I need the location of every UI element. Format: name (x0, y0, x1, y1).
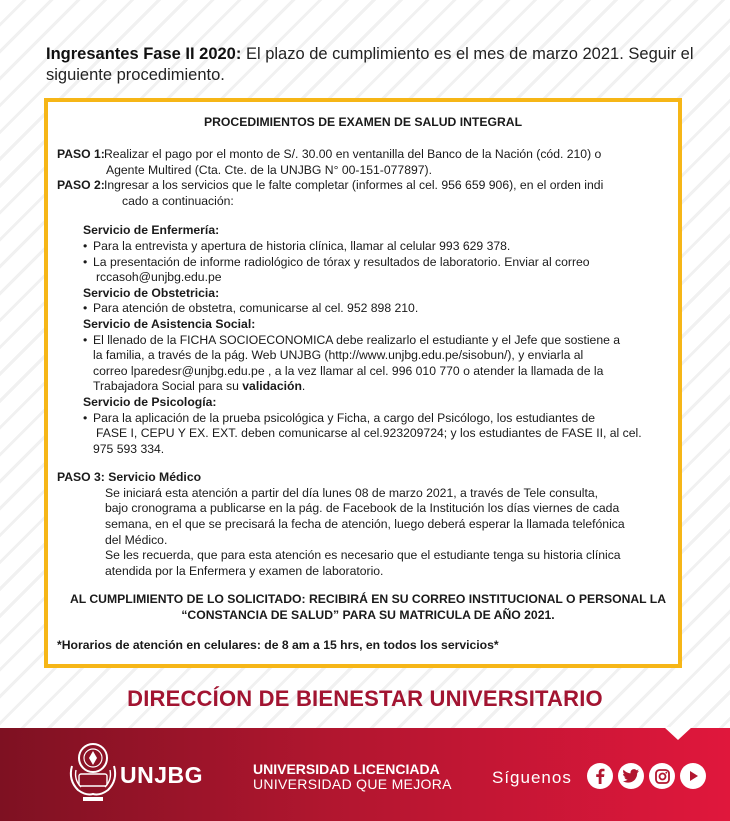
slogan-line-2: UNIVERSIDAD QUE MEJORA (253, 776, 452, 792)
bullet-line: • Para atención de obstetra, comunicarse al cel. 952 898 210. (93, 301, 419, 316)
intro-text: El plazo de cumplimiento es el mes de marzo 2021. Seguir el siguiente procedimiento. (46, 45, 694, 84)
services-list (57, 223, 679, 457)
footer-notch (664, 727, 692, 740)
step-2-label: PASO 2: (57, 178, 105, 193)
paragraph-line: del Médico. (105, 532, 168, 547)
list-item (83, 301, 679, 317)
emphasis-text: validación (242, 379, 302, 394)
hours-note: *Horarios de atención en celulares: de 8 am a 15 hrs, en todos los servicios* (57, 637, 499, 652)
closing-notice (57, 592, 679, 623)
emphasis-tail: . (301, 379, 306, 394)
step-1-line-1: Realizar el pago por el monto de S/. 30.00 en ventanilla del Banco de la Nación (cód. 210) o (104, 147, 602, 161)
paragraph-line: Se iniciará esta atención a partir del día lunes 08 de marzo 2021, a través de Tele consulta, (105, 485, 598, 500)
intro-paragraph (46, 44, 696, 86)
twitter-icon[interactable] (618, 763, 644, 789)
steps-list (57, 147, 679, 653)
list-item (83, 333, 679, 395)
step-1-line-2: Agente Multired (Cta. Cte. de la UNJBG N° 00-151-077897). (106, 162, 432, 177)
bullet-line: • Para la entrevista y apertura de historia clínica, llamar al celular 993 629 378. (93, 238, 511, 253)
youtube-icon[interactable] (680, 763, 706, 789)
closing-line: AL CUMPLIMIENTO DE LO SOLICITADO: RECIBIRÁ EN SU CORREO INSTITUCIONAL O PERSONAL LA (69, 592, 667, 607)
slogan (253, 762, 452, 792)
bullet-line: • La presentación de informe radiológico de tórax y resultados de laboratorio. Enviar al correo (93, 254, 590, 269)
procedures-box (44, 98, 682, 668)
bullet-line: correo lparedesr@unjbg.edu.pe , a la vez llamar al cel. 996 010 770 o atender la llamada de la (93, 363, 604, 378)
step-2-line-2: cado a continuación: (122, 193, 234, 208)
footer-bar (0, 728, 730, 821)
facebook-icon[interactable] (587, 763, 613, 789)
service-title-obstetricia: Servicio de Obstetricia: (83, 285, 220, 300)
paragraph-line: semana, en el que se precisará la fecha de atención, luego deberá esperar la llamada telefónica (105, 517, 625, 532)
service-title-psicologia: Servicio de Psicología: (83, 394, 217, 409)
step-3-paragraph-1 (57, 486, 679, 548)
box-title: PROCEDIMIENTOS DE EXAMEN DE SALUD INTEGRAL (203, 115, 523, 129)
bullet-line: la familia, a través de la pág. Web UNJBG (http://www.unjbg.edu.pe/sisobun/), y enviarla al (93, 348, 584, 363)
list-item (83, 239, 679, 255)
list-item (83, 255, 679, 286)
social-links (587, 763, 706, 789)
intro-lead: Ingresantes Fase II 2020: (46, 45, 242, 63)
bullet-line: FASE I, CEPU Y EX. EXT. deben comunicarse al cel.923209724; y los estudiantes de FASE II, al cel. (96, 426, 642, 441)
step-3-title: PASO 3: Servicio Médico (57, 470, 202, 485)
step-2 (57, 178, 679, 209)
email-text: rccasoh@unjbg.edu.pe (96, 270, 222, 285)
step-3-paragraph-2 (57, 548, 679, 579)
paragraph-line: Se les recuerda, que para esta atención es necesario que el estudiante tenga su historia clínica (105, 548, 621, 563)
bullet-line-text: Trabajadora Social para su (93, 379, 243, 394)
brand-name: UNJBG (120, 762, 204, 788)
paragraph-line: bajo cronograma a publicarse en la pág. de Facebook de la Institución los días viernes de cada (105, 501, 620, 516)
bullet-line: • El llenado de la FICHA SOCIOECONOMICA debe realizarlo el estudiante y el Jefe que sostiene a (93, 332, 621, 347)
list-item (83, 411, 679, 458)
service-title-enfermeria: Servicio de Enfermería: (83, 223, 220, 238)
slogan-line-1: UNIVERSIDAD LICENCIADA (253, 761, 440, 777)
bullet-line: • Para la aplicación de la prueba psicológica y Ficha, a cargo del Psicólogo, los estudiantes de (93, 410, 596, 425)
paragraph-line: atendida por la Enfermera y examen de laboratorio. (105, 563, 384, 578)
service-title-asistencia-social: Servicio de Asistencia Social: (83, 316, 256, 331)
university-seal-icon (66, 740, 120, 804)
closing-line: “CONSTANCIA DE SALUD” PARA SU MATRICULA DE AÑO 2021. (181, 608, 555, 623)
bullet-line: 975 593 334. (93, 441, 165, 456)
department-heading: DIRECCÍON DE BIENESTAR UNIVERSITARIO (127, 686, 603, 711)
step-3 (57, 470, 679, 579)
bullet-line (93, 379, 679, 395)
step-1-label: PASO 1: (57, 147, 105, 161)
step-1 (57, 147, 679, 178)
step-2-line-1: Ingresar a los servicios que le falte completar (informes al cel. 956 659 906), en el orden indi (104, 178, 604, 193)
instagram-icon[interactable] (649, 763, 675, 789)
follow-label: Síguenos (492, 768, 572, 787)
